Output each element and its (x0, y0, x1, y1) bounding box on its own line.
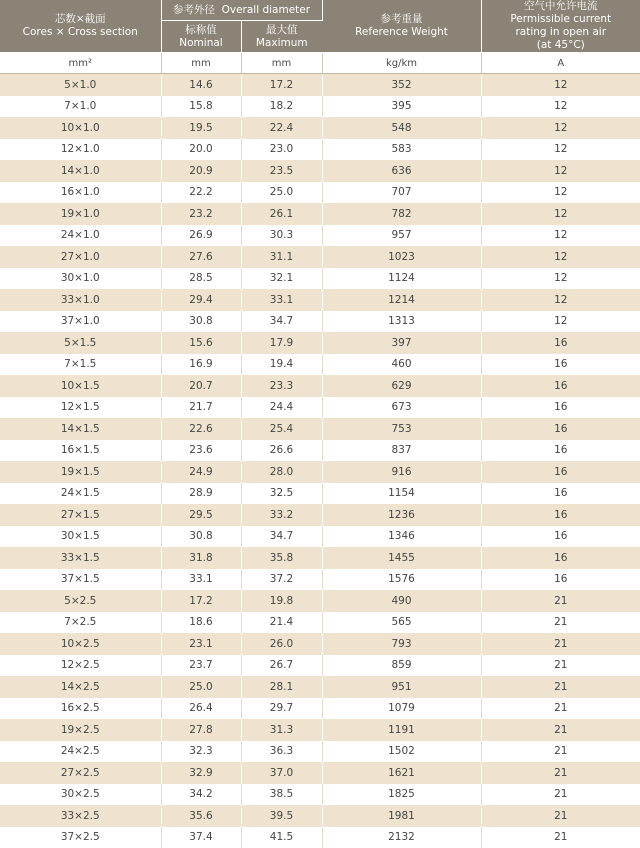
unit-cell: A (481, 53, 640, 74)
weight-cell: 1124 (322, 268, 481, 290)
current-cell: 16 (481, 483, 640, 505)
weight-cell: 782 (322, 203, 481, 225)
weight-cell: 707 (322, 182, 481, 204)
nominal-cell: 23.6 (161, 440, 241, 462)
nominal-cell: 28.5 (161, 268, 241, 290)
maximum-cell: 19.4 (241, 354, 322, 376)
current-cell: 12 (481, 246, 640, 268)
nominal-cell: 14.6 (161, 74, 241, 96)
cores-cell: 30×1.5 (0, 526, 161, 548)
units-row (0, 53, 640, 74)
nominal-cell: 22.6 (161, 418, 241, 440)
table-row (0, 268, 640, 290)
nominal-cell: 34.2 (161, 784, 241, 806)
table-row (0, 139, 640, 161)
maximum-cell: 36.3 (241, 741, 322, 763)
weight-cell: 1079 (322, 698, 481, 720)
table-row (0, 354, 640, 376)
nominal-cell: 30.8 (161, 526, 241, 548)
nominal-cell: 22.2 (161, 182, 241, 204)
current-cell: 16 (481, 547, 640, 569)
table-row (0, 655, 640, 677)
header-current-en3: (at 45°C) (482, 39, 640, 52)
table-row (0, 182, 640, 204)
maximum-cell: 21.4 (241, 612, 322, 634)
maximum-cell: 23.3 (241, 375, 322, 397)
table-row (0, 633, 640, 655)
weight-cell: 1346 (322, 526, 481, 548)
table-row (0, 612, 640, 634)
table-row (0, 418, 640, 440)
cores-cell: 27×1.0 (0, 246, 161, 268)
weight-cell: 859 (322, 655, 481, 677)
table-row (0, 504, 640, 526)
table-row (0, 698, 640, 720)
cores-cell: 27×2.5 (0, 762, 161, 784)
header-weight-en: Reference Weight (323, 26, 481, 39)
nominal-cell: 32.3 (161, 741, 241, 763)
maximum-cell: 38.5 (241, 784, 322, 806)
current-cell: 12 (481, 225, 640, 247)
cores-cell: 30×2.5 (0, 784, 161, 806)
table-row (0, 526, 640, 548)
header-cores-zh: 芯数×截面 (0, 13, 161, 26)
table-row (0, 311, 640, 333)
nominal-cell: 27.8 (161, 719, 241, 741)
cores-cell: 5×1.0 (0, 74, 161, 96)
maximum-cell: 28.0 (241, 461, 322, 483)
header-current (481, 0, 640, 53)
table-row (0, 805, 640, 827)
nominal-cell: 20.7 (161, 375, 241, 397)
cores-cell: 14×2.5 (0, 676, 161, 698)
weight-cell: 916 (322, 461, 481, 483)
table-row (0, 440, 640, 462)
current-cell: 16 (481, 332, 640, 354)
nominal-cell: 26.4 (161, 698, 241, 720)
cores-cell: 37×2.5 (0, 827, 161, 848)
maximum-cell: 26.1 (241, 203, 322, 225)
nominal-cell: 29.5 (161, 504, 241, 526)
header-current-en2: rating in open air (482, 26, 640, 39)
cores-cell: 12×1.0 (0, 139, 161, 161)
header-weight (322, 0, 481, 53)
maximum-cell: 28.1 (241, 676, 322, 698)
cores-cell: 37×1.5 (0, 569, 161, 591)
maximum-cell: 26.7 (241, 655, 322, 677)
current-cell: 12 (481, 117, 640, 139)
weight-cell: 793 (322, 633, 481, 655)
cores-cell: 30×1.0 (0, 268, 161, 290)
nominal-cell: 33.1 (161, 569, 241, 591)
unit-cell: mm (161, 53, 241, 74)
current-cell: 21 (481, 590, 640, 612)
cores-cell: 19×1.0 (0, 203, 161, 225)
header-cores-en: Cores × Cross section (0, 26, 161, 39)
header-overall-diameter (161, 0, 322, 21)
weight-cell: 2132 (322, 827, 481, 848)
nominal-cell: 28.9 (161, 483, 241, 505)
header-current-zh: 空气中允许电流 (482, 0, 640, 13)
cores-cell: 5×1.5 (0, 332, 161, 354)
current-cell: 21 (481, 655, 640, 677)
table-body (0, 53, 640, 848)
maximum-cell: 37.0 (241, 762, 322, 784)
table-row (0, 784, 640, 806)
nominal-cell: 37.4 (161, 827, 241, 848)
maximum-cell: 22.4 (241, 117, 322, 139)
header-cores (0, 0, 161, 53)
table-row (0, 160, 640, 182)
weight-cell: 629 (322, 375, 481, 397)
maximum-cell: 34.7 (241, 311, 322, 333)
cores-cell: 10×1.0 (0, 117, 161, 139)
weight-cell: 395 (322, 96, 481, 118)
header-maximum (241, 21, 322, 53)
nominal-cell: 31.8 (161, 547, 241, 569)
current-cell: 21 (481, 784, 640, 806)
unit-cell: mm² (0, 53, 161, 74)
maximum-cell: 34.7 (241, 526, 322, 548)
nominal-cell: 23.2 (161, 203, 241, 225)
cores-cell: 27×1.5 (0, 504, 161, 526)
current-cell: 12 (481, 74, 640, 96)
maximum-cell: 31.1 (241, 246, 322, 268)
cores-cell: 33×1.5 (0, 547, 161, 569)
table-row (0, 461, 640, 483)
weight-cell: 1825 (322, 784, 481, 806)
weight-cell: 673 (322, 397, 481, 419)
header-diameter-zh: 参考外径 (173, 4, 215, 16)
cores-cell: 10×1.5 (0, 375, 161, 397)
table-row (0, 397, 640, 419)
nominal-cell: 20.0 (161, 139, 241, 161)
table-row (0, 375, 640, 397)
table-row (0, 246, 640, 268)
nominal-cell: 19.5 (161, 117, 241, 139)
current-cell: 12 (481, 289, 640, 311)
current-cell: 12 (481, 268, 640, 290)
nominal-cell: 17.2 (161, 590, 241, 612)
weight-cell: 397 (322, 332, 481, 354)
current-cell: 12 (481, 96, 640, 118)
nominal-cell: 26.9 (161, 225, 241, 247)
current-cell: 21 (481, 762, 640, 784)
current-cell: 12 (481, 311, 640, 333)
cores-cell: 33×2.5 (0, 805, 161, 827)
maximum-cell: 24.4 (241, 397, 322, 419)
table-row (0, 225, 640, 247)
cores-cell: 7×1.0 (0, 96, 161, 118)
current-cell: 21 (481, 676, 640, 698)
maximum-cell: 23.5 (241, 160, 322, 182)
cores-cell: 24×2.5 (0, 741, 161, 763)
nominal-cell: 16.9 (161, 354, 241, 376)
current-cell: 12 (481, 182, 640, 204)
cores-cell: 16×2.5 (0, 698, 161, 720)
header-nominal-en: Nominal (162, 37, 241, 50)
current-cell: 12 (481, 139, 640, 161)
header-current-en1: Permissible current (482, 13, 640, 26)
current-cell: 16 (481, 375, 640, 397)
unit-cell: mm (241, 53, 322, 74)
cores-cell: 14×1.0 (0, 160, 161, 182)
nominal-cell: 15.6 (161, 332, 241, 354)
table-row (0, 483, 640, 505)
weight-cell: 636 (322, 160, 481, 182)
current-cell: 16 (481, 397, 640, 419)
current-cell: 16 (481, 461, 640, 483)
maximum-cell: 19.8 (241, 590, 322, 612)
cores-cell: 7×1.5 (0, 354, 161, 376)
weight-cell: 837 (322, 440, 481, 462)
table-row (0, 676, 640, 698)
cores-cell: 10×2.5 (0, 633, 161, 655)
current-cell: 21 (481, 698, 640, 720)
current-cell: 21 (481, 827, 640, 848)
weight-cell: 957 (322, 225, 481, 247)
weight-cell: 1621 (322, 762, 481, 784)
maximum-cell: 33.2 (241, 504, 322, 526)
maximum-cell: 17.2 (241, 74, 322, 96)
maximum-cell: 25.4 (241, 418, 322, 440)
header-weight-zh: 参考重量 (323, 13, 481, 26)
table-row (0, 547, 640, 569)
cores-cell: 37×1.0 (0, 311, 161, 333)
cores-cell: 16×1.5 (0, 440, 161, 462)
weight-cell: 753 (322, 418, 481, 440)
cores-cell: 7×2.5 (0, 612, 161, 634)
nominal-cell: 24.9 (161, 461, 241, 483)
header-diameter-en: Overall diameter (222, 4, 310, 16)
weight-cell: 490 (322, 590, 481, 612)
table-row (0, 332, 640, 354)
weight-cell: 1154 (322, 483, 481, 505)
current-cell: 12 (481, 203, 640, 225)
cores-cell: 12×1.5 (0, 397, 161, 419)
table-row (0, 203, 640, 225)
nominal-cell: 25.0 (161, 676, 241, 698)
current-cell: 16 (481, 354, 640, 376)
maximum-cell: 29.7 (241, 698, 322, 720)
cores-cell: 19×1.5 (0, 461, 161, 483)
weight-cell: 548 (322, 117, 481, 139)
maximum-cell: 23.0 (241, 139, 322, 161)
cores-cell: 12×2.5 (0, 655, 161, 677)
current-cell: 21 (481, 612, 640, 634)
nominal-cell: 23.7 (161, 655, 241, 677)
table-row (0, 96, 640, 118)
current-cell: 21 (481, 805, 640, 827)
weight-cell: 1214 (322, 289, 481, 311)
nominal-cell: 29.4 (161, 289, 241, 311)
table-row (0, 289, 640, 311)
maximum-cell: 17.9 (241, 332, 322, 354)
current-cell: 16 (481, 504, 640, 526)
weight-cell: 1455 (322, 547, 481, 569)
header-max-zh: 最大值 (242, 24, 323, 37)
maximum-cell: 26.6 (241, 440, 322, 462)
unit-cell: kg/km (322, 53, 481, 74)
cores-cell: 5×2.5 (0, 590, 161, 612)
weight-cell: 1313 (322, 311, 481, 333)
weight-cell: 1236 (322, 504, 481, 526)
weight-cell: 460 (322, 354, 481, 376)
table-row (0, 74, 640, 96)
table-row (0, 590, 640, 612)
nominal-cell: 30.8 (161, 311, 241, 333)
weight-cell: 1191 (322, 719, 481, 741)
cores-cell: 19×2.5 (0, 719, 161, 741)
table-row (0, 741, 640, 763)
nominal-cell: 27.6 (161, 246, 241, 268)
nominal-cell: 23.1 (161, 633, 241, 655)
maximum-cell: 30.3 (241, 225, 322, 247)
weight-cell: 1502 (322, 741, 481, 763)
maximum-cell: 32.1 (241, 268, 322, 290)
maximum-cell: 25.0 (241, 182, 322, 204)
current-cell: 16 (481, 440, 640, 462)
cores-cell: 16×1.0 (0, 182, 161, 204)
current-cell: 21 (481, 741, 640, 763)
nominal-cell: 35.6 (161, 805, 241, 827)
cores-cell: 33×1.0 (0, 289, 161, 311)
weight-cell: 583 (322, 139, 481, 161)
current-cell: 21 (481, 633, 640, 655)
current-cell: 12 (481, 160, 640, 182)
weight-cell: 352 (322, 74, 481, 96)
weight-cell: 1576 (322, 569, 481, 591)
maximum-cell: 18.2 (241, 96, 322, 118)
cores-cell: 24×1.5 (0, 483, 161, 505)
nominal-cell: 20.9 (161, 160, 241, 182)
current-cell: 16 (481, 526, 640, 548)
table-row (0, 762, 640, 784)
cores-cell: 24×1.0 (0, 225, 161, 247)
maximum-cell: 26.0 (241, 633, 322, 655)
maximum-cell: 32.5 (241, 483, 322, 505)
header-nominal-zh: 标称值 (162, 24, 241, 37)
weight-cell: 1023 (322, 246, 481, 268)
current-cell: 21 (481, 719, 640, 741)
maximum-cell: 31.3 (241, 719, 322, 741)
table-row (0, 117, 640, 139)
weight-cell: 1981 (322, 805, 481, 827)
maximum-cell: 33.1 (241, 289, 322, 311)
maximum-cell: 39.5 (241, 805, 322, 827)
table-row (0, 719, 640, 741)
nominal-cell: 15.8 (161, 96, 241, 118)
header-nominal (161, 21, 241, 53)
current-cell: 16 (481, 418, 640, 440)
weight-cell: 951 (322, 676, 481, 698)
table-header (0, 0, 640, 53)
nominal-cell: 18.6 (161, 612, 241, 634)
maximum-cell: 41.5 (241, 827, 322, 848)
current-cell: 16 (481, 569, 640, 591)
maximum-cell: 35.8 (241, 547, 322, 569)
table-row (0, 569, 640, 591)
cores-cell: 14×1.5 (0, 418, 161, 440)
nominal-cell: 21.7 (161, 397, 241, 419)
nominal-cell: 32.9 (161, 762, 241, 784)
weight-cell: 565 (322, 612, 481, 634)
header-max-en: Maximum (242, 37, 323, 50)
maximum-cell: 37.2 (241, 569, 322, 591)
